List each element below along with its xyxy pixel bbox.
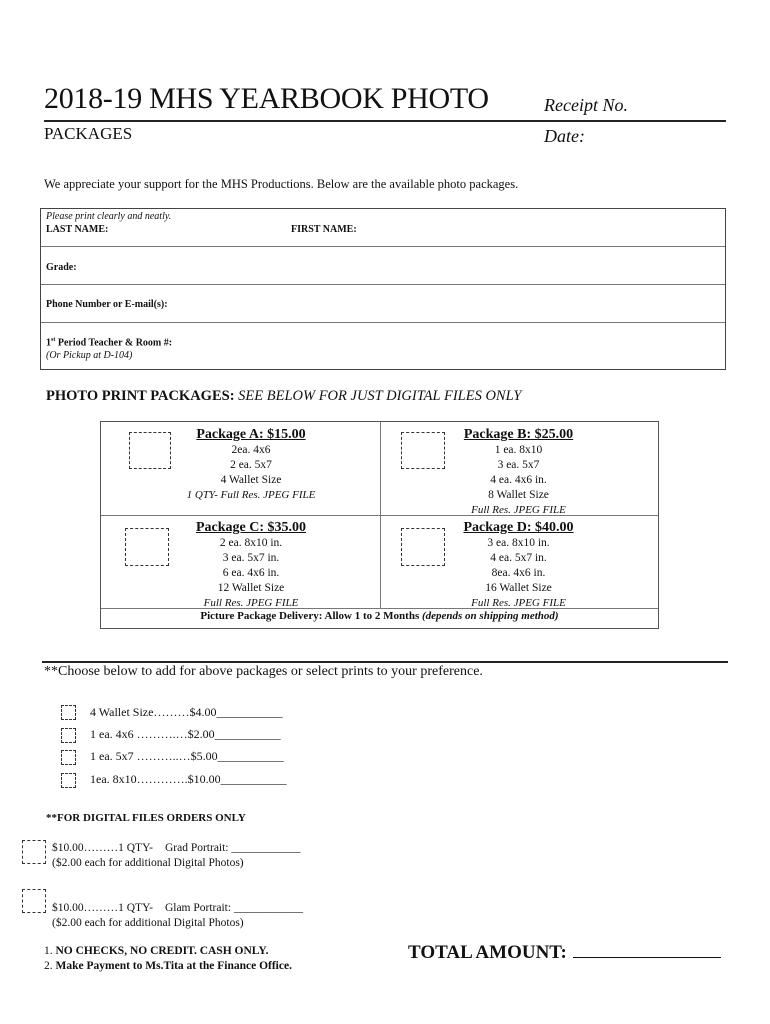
delivery-note: Picture Package Delivery: Allow 1 to 2 Months (depends on shipping method) [200, 610, 559, 622]
package-d-file: Full Res. JPEG FILE [471, 597, 566, 609]
package-c [161, 519, 341, 611]
total-amount-label: TOTAL AMOUNT: [408, 942, 567, 963]
addon-item: 4 Wallet Size………$4.00___________ [90, 705, 283, 719]
addon-item: 1 ea. 5x7 ………..…$5.00___________ [90, 749, 284, 763]
package-d-item: 3 ea. 8x10 in. [487, 537, 550, 549]
page-title: 2018-19 MHS YEARBOOK PHOTO [44, 82, 489, 115]
package-d-title: Package D: $40.00 [463, 520, 574, 535]
digital-grad-option: $10.00………1 QTY- Grad Portrait: ____________ ($2.00 each for additional Digital Photos) [52, 842, 301, 869]
package-b [431, 426, 606, 518]
package-a-item: 2 ea. 5x7 [230, 459, 272, 471]
teacher-row[interactable] [41, 323, 725, 369]
package-d-item: 16 Wallet Size [485, 582, 552, 594]
intro-text: We appreciate your support for the MHS Productions. Below are the available photo packages. [44, 177, 519, 191]
receipt-number-label: Receipt No. [544, 95, 628, 115]
digital-heading: **FOR DIGITAL FILES ORDERS ONLY [46, 812, 246, 824]
name-row[interactable] [41, 209, 725, 247]
contact-label: Phone Number or E-mail(s): [46, 299, 168, 310]
payment-note-2: 2. Make Payment to Ms.Tita at the Finance Office. [44, 960, 292, 972]
package-b-item: 1 ea. 8x10 [494, 444, 543, 456]
payment-note-1: 1. NO CHECKS, NO CREDIT. CASH ONLY. [44, 945, 269, 957]
package-c-item: 3 ea. 5x7 in. [222, 552, 280, 564]
package-b-item: 3 ea. 5x7 [497, 459, 540, 471]
pickup-note: (Or Pickup at D-104) [46, 350, 133, 361]
page-subtitle: PACKAGES [44, 124, 133, 143]
package-a-title: Package A: $15.00 [196, 427, 306, 442]
teacher-label: 1st Period Teacher & Room #: [46, 337, 173, 349]
package-c-title: Package C: $35.00 [195, 520, 307, 535]
last-name-label: LAST NAME: [46, 224, 109, 235]
package-a-file: 1 QTY- Full Res. JPEG FILE [186, 489, 316, 501]
student-info-form [40, 208, 726, 370]
addon-item: 1ea. 8x10………….$10.00___________ [90, 772, 287, 786]
total-amount-line [573, 941, 721, 958]
addons-heading: **Choose below to add for above packages or select prints to your preference. [44, 664, 483, 679]
contact-row[interactable] [41, 285, 725, 323]
package-d [431, 519, 606, 611]
addon-checkbox[interactable] [61, 705, 76, 720]
grade-row[interactable] [41, 247, 725, 285]
package-a [161, 426, 341, 503]
package-b-file: Full Res. JPEG FILE [471, 504, 566, 516]
addon-checkbox[interactable] [61, 728, 76, 743]
package-d-item: 8ea. 4x6 in. [491, 567, 546, 579]
print-instruction: Please print clearly and neatly. [46, 211, 172, 222]
package-c-item: 2 ea. 8x10 in. [219, 537, 283, 549]
package-d-item: 4 ea. 5x7 in. [490, 552, 547, 564]
first-name-label: FIRST NAME: [291, 224, 357, 235]
header-divider [44, 120, 726, 122]
section-divider [42, 661, 728, 663]
addon-item: 1 ea. 4x6 ……….…$2.00___________ [90, 727, 281, 741]
package-b-title: Package B: $25.00 [463, 427, 574, 442]
package-b-item: 8 Wallet Size [488, 489, 549, 501]
digital-glam-checkbox[interactable] [22, 889, 46, 913]
addon-checkbox[interactable] [61, 773, 76, 788]
addon-checkbox[interactable] [61, 750, 76, 765]
digital-grad-checkbox[interactable] [22, 840, 46, 864]
package-c-item: 12 Wallet Size [217, 582, 285, 594]
package-a-item: 4 Wallet Size [220, 474, 282, 486]
package-a-item: 2ea. 4x6 [231, 444, 271, 456]
date-label: Date: [544, 126, 585, 146]
packages-table [100, 421, 659, 629]
total-amount-field[interactable] [408, 941, 721, 964]
digital-glam-option: $10.00………1 QTY- Glam Portrait: ____________ ($2.00 each for additional Digital Photos) [52, 902, 303, 929]
print-packages-heading: PHOTO PRINT PACKAGES: SEE BELOW FOR JUST DIGITAL FILES ONLY [46, 388, 522, 404]
grade-label: Grade: [46, 262, 77, 273]
package-b-item: 4 ea. 4x6 in. [490, 474, 547, 486]
package-c-item: 6 ea. 4x6 in. [222, 567, 280, 579]
package-c-file: Full Res. JPEG FILE [203, 597, 299, 609]
